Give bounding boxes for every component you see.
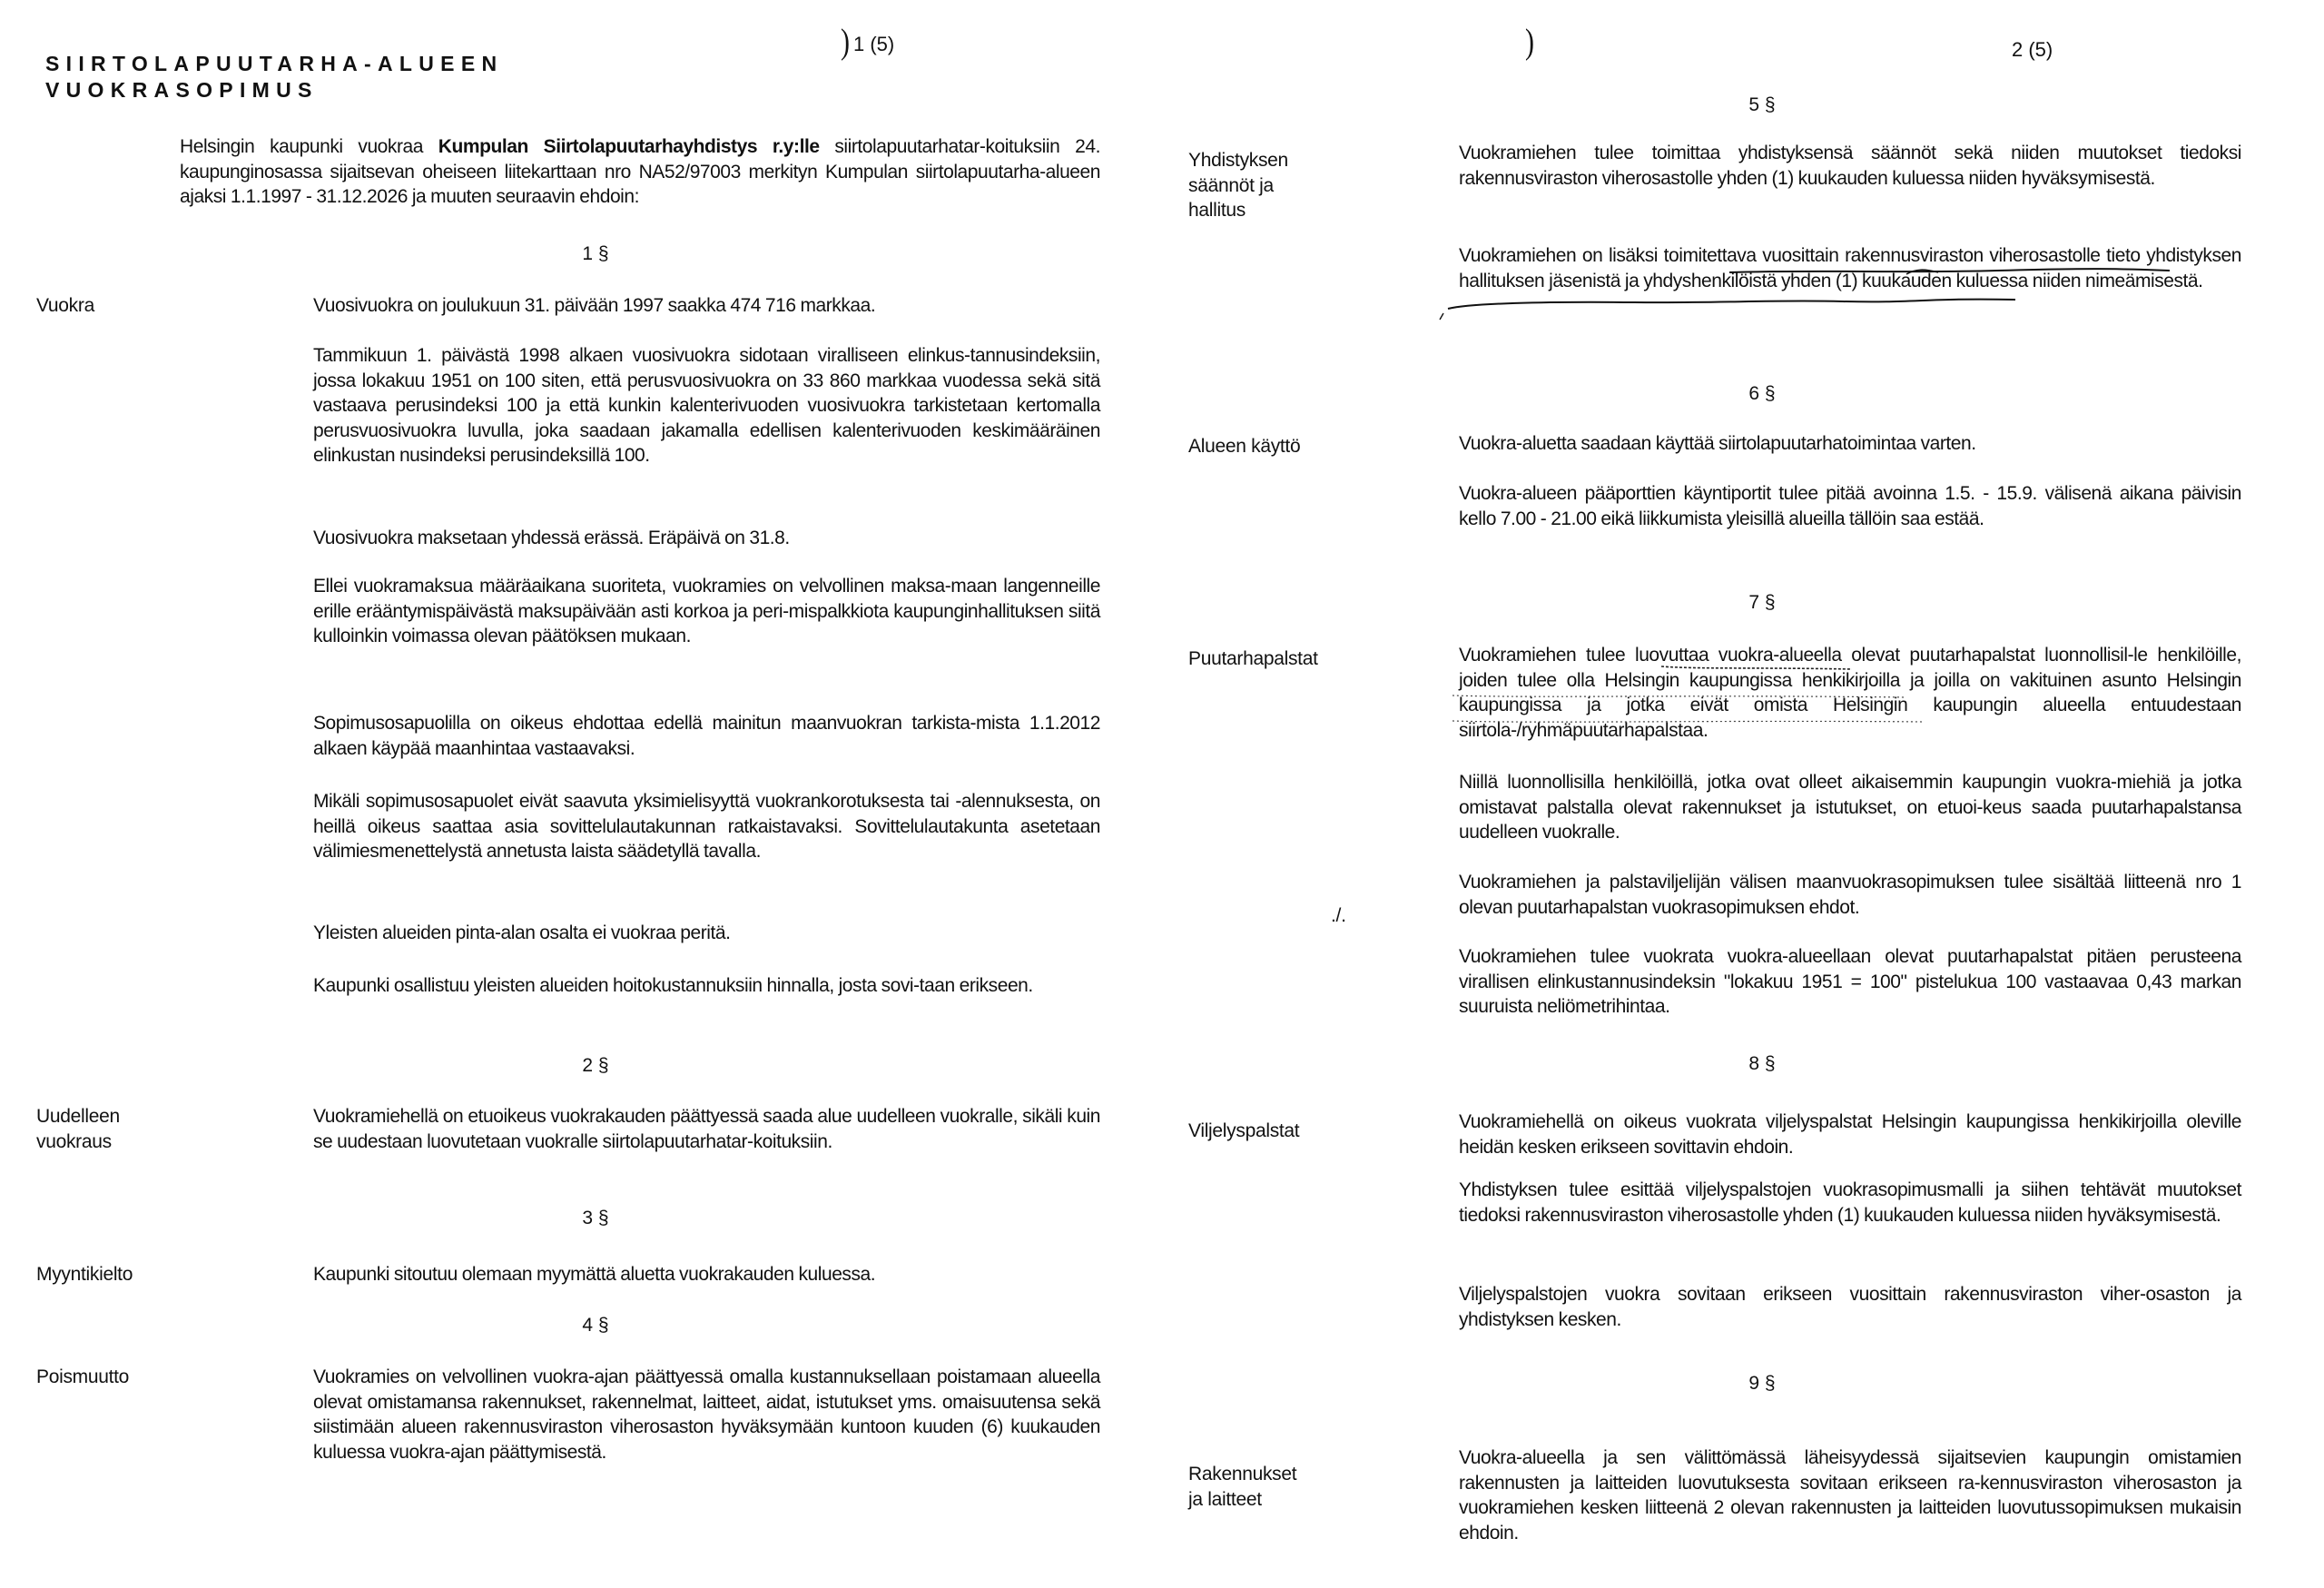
section-heading: 3 § (582, 1208, 609, 1228)
paragraph: Niillä luonnollisilla henkilöillä, jotka ovat olleet aikaisemmin kaupungin vuokra-miehiä ja jotka omistavat palstalla olevat rakennukset ja istutukset, on etuoi-keus saada puutarhapalstansa uudelleen vuokralle. (1459, 772, 2241, 843)
section-heading: 8 § (1748, 1053, 1776, 1074)
scan-mark-bracket: ) (1525, 22, 1534, 62)
margin-label: Vuokra (36, 295, 94, 316)
paragraph: Kaupunki sitoutuu olemaan myymättä aluetta vuokrakauden kuluessa. (313, 1264, 876, 1285)
pen-underline (1440, 313, 1443, 320)
intro-text-cont: siirtolapuutarhatar-koituksiin 24. kaupunginosassa sijaitsevan oheiseen liitekarttaan nro NA52/97003 merkityn Kumpulan siirtolapuutarha-alueen ajaksi 1.1.1997 - 31.12.2026 ja muuten seuraavin ehdoin: (180, 136, 1100, 207)
paragraph: Tammikuun 1. päivästä 1998 alkaen vuosivuokra sidotaan viralliseen elinkus-tannusindeksiin, jossa lokakuu 1951 on 100 siten, että perusvuosivuokra on 33 860 markkaa vuodessa sekä sitä vastaava perusindeksi 100 ja että kunkin kalenterivuoden vuosivuokra tarkistetaan kertomalla perusvuosivuokra luvulla, joka saadaan jakamalla edellisen kalenterivuoden keskimääräinen elinkustan nusindeksi perusindeksillä 100. (313, 345, 1100, 466)
section-heading: 2 § (582, 1055, 609, 1076)
margin-label: Alueen käyttö (1188, 436, 1301, 457)
margin-label-line: ja laitteet (1188, 1488, 1262, 1510)
margin-label (1188, 1462, 1296, 1512)
intro-text: Helsingin kaupunki vuokraa (180, 136, 438, 157)
paragraph: Sopimusosapuolilla on oikeus ehdottaa edellä mainitun maanvuokran tarkista-mista 1.1.2012 alkaen käypää maanhintaa vastaavaksi. (313, 713, 1100, 759)
paragraph: Vuokramies on velvollinen vuokra-ajan päättyessä omalla kustannuksellaan poistamaan alueella olevat omistamansa rakennukset, rakennelmat, laitteet, aidat, istutukset yms. omaisuutensa sekä siistimään alueen rakennusviraston viherosaston hyväksymään kuntoon kuuden (6) kuukauden kuluessa vuokra-ajan päättymisestä. (313, 1366, 1100, 1463)
section-heading: 1 § (582, 243, 609, 264)
paragraph: Mikäli sopimusosapuolet eivät saavuta yksimielisyyttä vuokrankorotuksesta tai -alennuksesta, on heillä oikeus saattaa asia sovittelulautakunnan ratkaistavaksi. Sovittelulautakunta asetetaan välimiesmenettelystä annetusta laista säädetyllä tavalla. (313, 791, 1100, 862)
margin-label-line: hallitus (1188, 200, 1246, 221)
margin-label (1188, 148, 1288, 223)
paragraph: Vuokramiehen ja palstaviljelijän välisen maanvuokrasopimuksen tulee sisältää liitteenä nro 1 olevan puutarhapalstan vuokrasopimuksen ehdot. (1459, 872, 2241, 918)
margin-label: Puutarhapalstat (1188, 648, 1318, 669)
title-line-1: SIIRTOLAPUUTARHA-ALUEEN (45, 52, 504, 75)
paragraph: Vuokramiehellä on etuoikeus vuokrakauden päättyessä saada alue uudelleen vuokralle, sikäli kuin se uudestaan luovutetaan vuokralle siirtolapuutarhatar-koituksiin. (313, 1106, 1100, 1152)
paragraph: Vuosivuokra maksetaan yhdessä erässä. Eräpäivä on 31.8. (313, 528, 790, 548)
paragraph: Ellei vuokramaksua määräaikana suoriteta, vuokramies on velvollinen maksa-maan langenneille erille erääntymispäivästä maksupäivään asti korkoa ja peri-mispalkkiota kaupunginhallituksen siitä kulloinkin voimassa olevan päätöksen mukaan. (313, 576, 1100, 646)
intro-paragraph (180, 134, 1100, 210)
section-heading: 9 § (1748, 1373, 1776, 1394)
paragraph: Vuosivuokra on joulukuun 31. päivään 1997 saakka 474 716 markkaa. (313, 295, 876, 316)
scan-mark-bracket: ) (841, 22, 850, 62)
title-line-2: VUOKRASOPIMUS (45, 78, 319, 102)
paragraph: Kaupunki osallistuu yleisten alueiden hoitokustannuksiin hinnalla, josta sovi-taan erikseen. (313, 975, 1033, 996)
paragraph: Vuokra-alueen pääporttien käyntiportit tulee pitää avoinna 1.5. - 15.9. välisenä aikana päivisin kello 7.00 - 21.00 eikä liikkumista yleisillä alueilla tällöin saa estää. (1459, 483, 2241, 529)
paragraph: Vuokra-alueella ja sen välittömässä läheisyydessä sijaitsevien kaupungin omistamien rakennusten ja laitteiden luovutuksesta sovitaan erikseen ra-kennusviraston viherosaston ja vuokramiehen kesken liitteenä 2 olevan rakennusten ja laitteiden luovutussopimuksen mukaisin ehdoin. (1459, 1447, 2241, 1544)
margin-label-line: Yhdistyksen (1188, 150, 1288, 171)
section-heading: 4 § (582, 1315, 609, 1336)
paragraph-underlined: Vuokramiehen on lisäksi toimitettava vuosittain rakennusviraston viherosastolle tieto yhdistyksen hallituksen jäsenistä ja yhdyshenkilöistä yhden (1) kuukauden kuluessa niiden nimeämisestä. (1459, 245, 2241, 291)
pen-underline (1448, 300, 2015, 309)
margin-label-line: säännöt ja (1188, 174, 1274, 196)
margin-label (36, 1104, 120, 1154)
section-heading: 7 § (1748, 592, 1776, 613)
margin-label-line: Uudelleen (36, 1106, 120, 1127)
section-heading: 6 § (1748, 383, 1776, 404)
margin-label-line: vuokraus (36, 1130, 112, 1152)
attachment-mark: ./. (1331, 905, 1346, 926)
paragraph: Vuokra-aluetta saadaan käyttää siirtolapuutarhatoimintaa varten. (1459, 433, 1976, 454)
page-number: 2 (5) (2012, 38, 2053, 61)
paragraph: Vuokramiehen tulee vuokrata vuokra-alueellaan olevat puutarhapalstat pitäen perusteena virallisen elinkustannusindeksin "lokakuu 1951 = 100" pistelukua 100 vastaavaa 0,43 markan suuruista neliömetrihintaa. (1459, 946, 2241, 1017)
paragraph-underlined: Vuokramiehen tulee luovuttaa vuokra-alueella olevat puutarhapalstat luonnollisil-le henkilöille, joiden tulee olla Helsingin kaupungissa henkikirjoilla ja joilla on vakituinen asunto Helsingin kaupungissa ja jotka eivät omista Helsingin kaupungin alueella entuudestaan siirtola-/ryhmäpuutarhapalstaa. (1459, 645, 2241, 741)
paragraph: Vuokramiehen tulee toimittaa yhdistyksensä säännöt sekä niiden muutokset tiedoksi rakennusviraston viherosastolle yhden (1) kuukauden kuluessa niiden hyväksymisestä. (1459, 143, 2241, 189)
paragraph: Vuokramiehellä on oikeus vuokrata viljelyspalstat Helsingin kaupungissa henkikirjoilla oleville heidän kesken erikseen sovittavin ehdoin. (1459, 1111, 2241, 1158)
lessee-name: Kumpulan Siirtolapuutarhayhdistys r.y:lle (438, 136, 820, 157)
margin-label: Viljelyspalstat (1188, 1120, 1300, 1141)
margin-label: Myyntikielto (36, 1264, 133, 1285)
document-title (45, 51, 503, 104)
paragraph: Yhdistyksen tulee esittää viljelyspalstojen vuokrasopimusmalli ja siihen tehtävät muutokset tiedoksi rakennusviraston viherosastolle yhden (1) kuukauden kuluessa niiden hyväksymisestä. (1459, 1179, 2241, 1226)
page-number: 1 (5) (853, 33, 895, 55)
paragraph: Yleisten alueiden pinta-alan osalta ei vuokraa peritä. (313, 922, 731, 943)
margin-label: Poismuutto (36, 1366, 130, 1387)
paragraph: Viljelyspalstojen vuokra sovitaan erikseen vuosittain rakennusviraston viher-osaston ja yhdistyksen kesken. (1459, 1284, 2241, 1330)
section-heading: 5 § (1748, 94, 1776, 115)
margin-label-line: Rakennukset (1188, 1464, 1297, 1484)
